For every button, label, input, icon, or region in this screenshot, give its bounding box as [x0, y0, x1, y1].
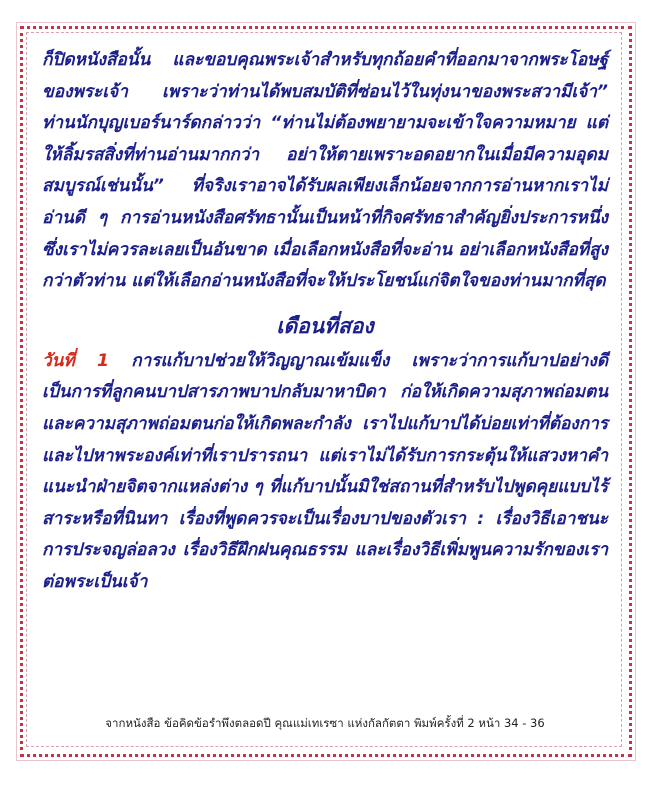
day-paragraph-block — [42, 346, 608, 599]
source-note: จากหนังสือ ข้อคิดข้อรำพึงตลอดปี คุณแม่เทเรซา แห่งกัลกัตตา พิมพ์ครั้งที่ 2 หน้า 34 - 36 — [105, 716, 545, 730]
main-content — [42, 45, 608, 599]
day-label: วันที่ 1 — [42, 350, 109, 371]
section-heading: เดือนที่สอง — [276, 313, 374, 338]
day-paragraph: การแก้บาปช่วยให้วิญญาณเข้มแข็ง เพราะว่าการแก้บาปอย่างดีเป็นการที่ลูกคนบาปสารภาพบาปกลับมาหาบิดา ก่อให้เกิดความสุภาพถ่อมตน และความสุภาพถ่อมตนก่อให้เกิดพละกำลัง เราไปแก้บาปได้บ่อยเท่าที่ต้องการและไปหาพระองค์เท่าที่เราปรารถนา แต่เราไม่ได้รับการกระตุ้นให้แสวงหาคำแนะนำฝ่ายจิตจากแหล่งต่าง ๆ ที่แก้บาปนั้นมิใช่สถานที่สำหรับไปพูดคุยแบบไร้สาระหรือที่นินทา เรื่องที่พูดควรจะเป็นเรื่องบาปของตัวเรา : เรื่องวิธีเอาชนะการประจญล่อลวง เรื่องวิธีฝึกฝนคุณธรรม และเรื่องวิธีเพิ่มพูนความรักของเราต่อพระเป็นเจ้า — [42, 350, 608, 592]
top-paragraph: ก็ปิดหนังสือนั้น และขอบคุณพระเจ้าสำหรับทุกถ้อยคำที่ออกมาจากพระโอษฐ์ของพระเจ้า เพราะว่าท่านได้พบสมบัติที่ซ่อนไว้ในทุ่งนาของพระสวามีเจ้า” ท่านนักบุญเบอร์นาร์ดกล่าวว่า “ท่านไม่ต้องพยายามจะเข้าใจความหมาย แต่ให้ลิ้มรสสิ่งที่ท่านอ่านมากกว่า อย่าให้ตายเพราะอดอยากในเมื่อมีความอุดมสมบูรณ์เช่นนั้น” ที่จริงเราอาจได้รับผลเพียงเล็กน้อยจากการอ่านหากเราไม่อ่านดี ๆ การอ่านหนังสือศรัทธานั้นเป็นหน้าที่กิจศรัทธาสำคัญยิ่งประการหนึ่งซึ่งเราไม่ควรละเลยเป็นอันขาด เมื่อเลือกหนังสือที่จะอ่าน อย่าเลือกหนังสือที่สูงกว่าตัวท่าน แต่ให้เลือกอ่านหนังสือที่จะให้ประโยชน์แก่จิตใจของท่านมากที่สุด — [42, 50, 608, 292]
